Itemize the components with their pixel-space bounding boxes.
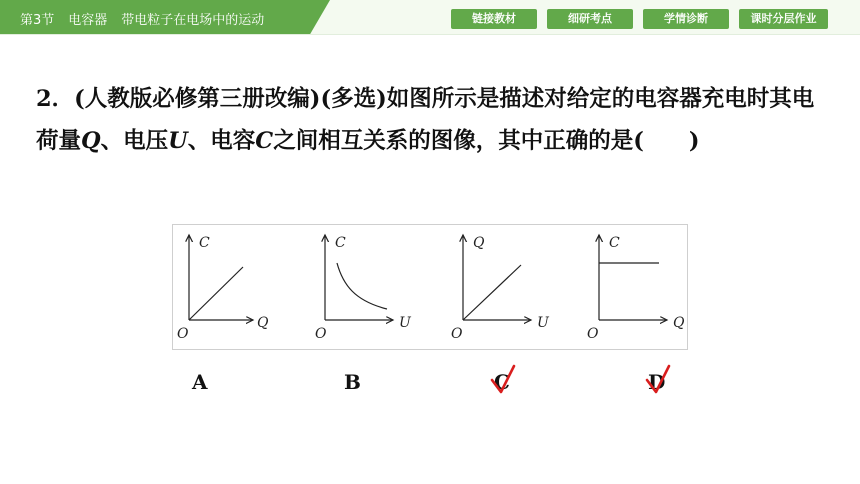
graph-b [315, 235, 412, 342]
question-number: 2． [36, 86, 75, 112]
option-c[interactable]: C [494, 370, 510, 394]
option-b[interactable]: B [344, 370, 361, 394]
question-source: (人教版必修第三册改编) [74, 86, 321, 112]
nav-study-points[interactable]: 细研考点 [547, 9, 633, 29]
graph-c-y-label: Q [473, 235, 485, 251]
section-title [20, 9, 278, 28]
question-body-1: 如图所示是描述对给定的电容器充电时其电荷量 [36, 86, 815, 154]
graph-a-x-label: Q [257, 315, 269, 331]
option-d[interactable]: D [648, 370, 666, 394]
check-mark-icon [488, 364, 518, 396]
chapter-subtitle: 带电粒子在电场中的运动 [121, 13, 265, 28]
figure-box [172, 224, 688, 350]
graph-d-origin: O [587, 326, 599, 342]
graphs-figure [173, 225, 687, 349]
graph-a-y-label: C [199, 235, 210, 251]
var-q: Q [81, 128, 101, 154]
option-a[interactable]: A [192, 370, 208, 394]
check-mark-icon [643, 364, 673, 396]
graph-a-origin: O [177, 326, 189, 342]
graph-c-x-label: U [537, 315, 549, 331]
top-header [0, 0, 860, 34]
question-text [36, 78, 836, 162]
graph-b-y-label: C [335, 235, 346, 251]
nav-link-textbook[interactable]: 链接教材 [451, 9, 537, 29]
graph-a [177, 235, 269, 342]
nav-diagnosis[interactable]: 学情诊断 [643, 9, 729, 29]
graph-c-origin: O [451, 326, 463, 342]
graph-d [587, 235, 685, 342]
graph-b-origin: O [315, 326, 327, 342]
section-number: 第3节 [20, 13, 55, 28]
var-u: U [168, 128, 188, 154]
var-c: C [255, 128, 274, 154]
graph-c [451, 235, 550, 342]
nav-homework[interactable]: 课时分层作业 [739, 9, 828, 29]
question-sep-2: 、电容 [187, 128, 256, 154]
question-type: (多选) [320, 86, 387, 112]
graph-b-x-label: U [399, 315, 411, 331]
graph-d-y-label: C [609, 235, 620, 251]
chapter-title: 电容器 [68, 13, 108, 28]
question-body-2: 之间相互关系的图像，其中正确的是( ) [273, 128, 700, 154]
graph-d-x-label: Q [673, 315, 685, 331]
question-sep-1: 、电压 [100, 128, 169, 154]
